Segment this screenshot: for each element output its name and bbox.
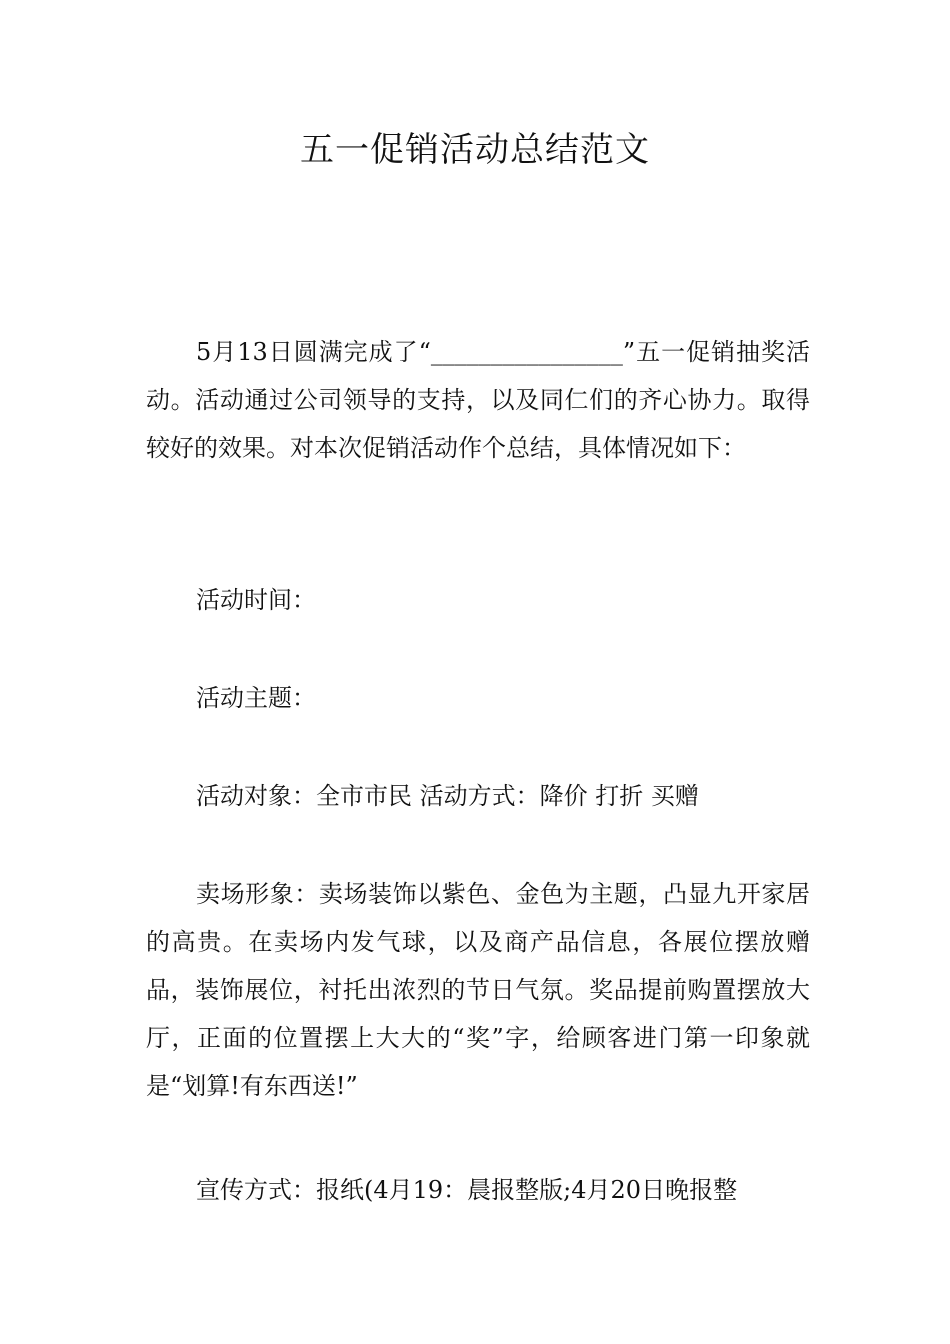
paragraph-activity-time: 活动时间： — [196, 586, 316, 614]
paragraph-store-image: 卖场形象：卖场装饰以紫色、金色为主题，凸显九开家居的高贵。在卖场内发气球，以及商产品信息，各展位摆放赠品，装饰展位，衬托出浓烈的节日气氛。奖品提前购置摆放大厅，正面的位置摆上大大的“奖”字，给顾客进门第一印象就是“划算!有东西送!” — [146, 880, 810, 1100]
paragraph-activity-target: 活动对象：全市市民 活动方式：降价 打折 买赠 — [196, 782, 699, 810]
document-title: 五一促销活动总结范文 — [300, 130, 650, 170]
paragraph-promotion-method: 宣传方式：报纸(4月19：晨报整版;4月20日晚报整 — [196, 1176, 738, 1204]
paragraph-intro: 5月13日圆满完成了“________________”五一促销抽奖活动。活动通过公司领导的支持，以及同仁们的齐心协力。取得较好的效果。对本次促销活动作个总结，具体情况如下： — [146, 338, 810, 462]
paragraph-activity-theme: 活动主题： — [196, 684, 316, 712]
